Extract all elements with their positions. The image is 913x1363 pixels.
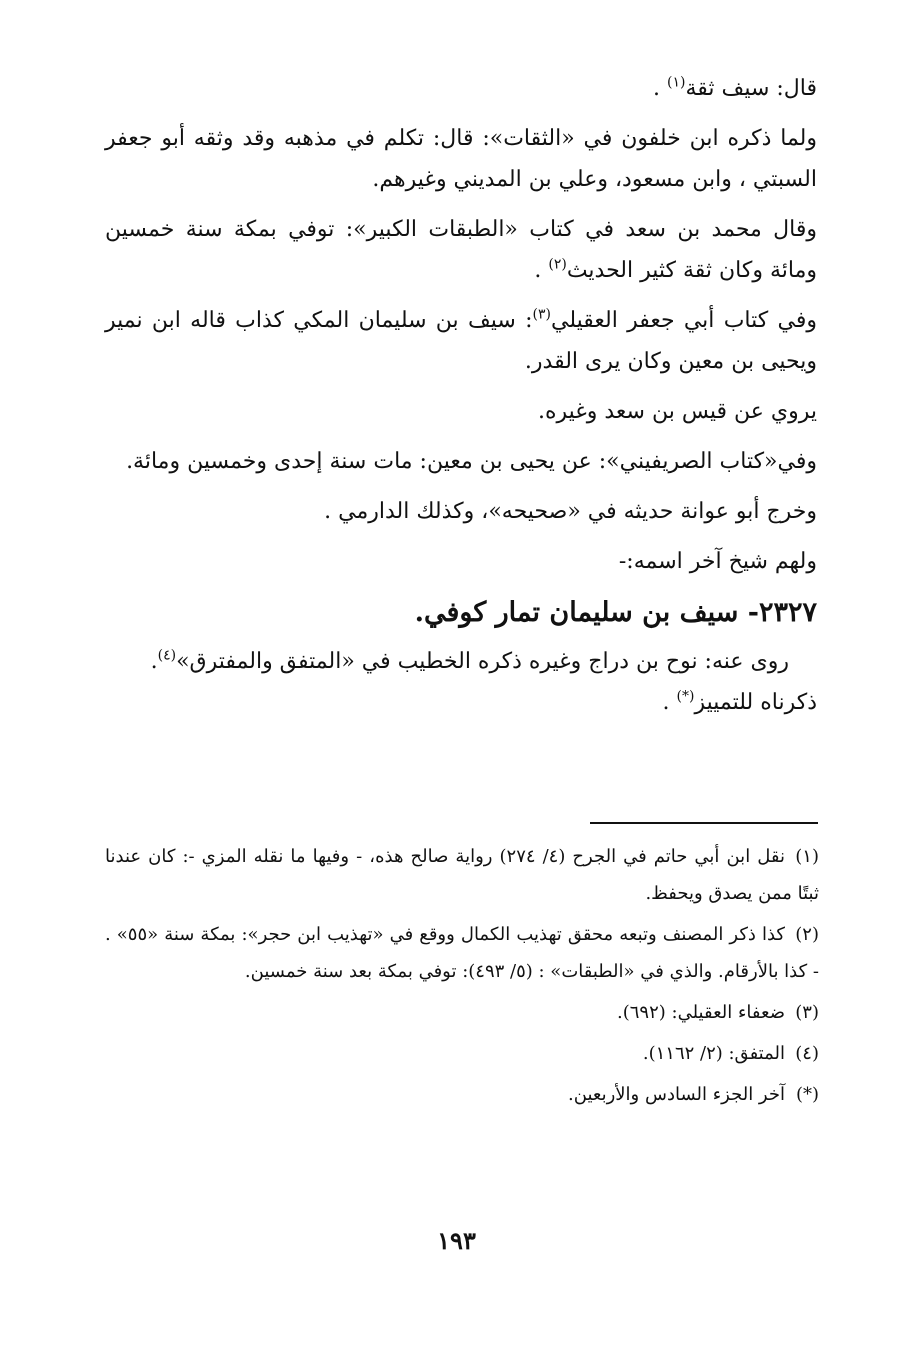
entry-paragraph-2 — [105, 682, 817, 723]
entry-paragraph-1-after: . — [150, 649, 158, 674]
footnote-1 — [105, 838, 819, 912]
paragraph-7-text: وخرج أبو عوانة حديثه في «صحيحه»، وكذلك الدارمي . — [324, 499, 817, 524]
paragraph-8 — [105, 541, 817, 582]
entry-heading: ٢٣٢٧- سيف بن سليمان تمار كوفي. — [414, 597, 817, 628]
footnote-3-text: ضعفاء العقيلي: (٦٩٢). — [617, 1002, 785, 1023]
footnote-star-text: آخر الجزء السادس والأربعين. — [568, 1084, 785, 1105]
paragraph-1-after: . — [653, 76, 668, 101]
footnote-star — [105, 1076, 819, 1113]
paragraph-3-text: وقال محمد بن سعد في كتاب «الطبقات الكبير»: توفي بمكة سنة خمسين ومائة وكان ثقة كثير الحديث — [105, 217, 817, 283]
paragraph-3 — [105, 209, 817, 291]
entry-paragraph-1-text: روى عنه: نوح بن دراج وغيره ذكره الخطيب في «المتفق والمفترق» — [176, 649, 789, 674]
footnote-star-number: (*) — [795, 1084, 819, 1105]
footnote-separator — [590, 822, 818, 824]
footnotes — [105, 838, 819, 1117]
footnote-4-number: (٤) — [795, 1043, 819, 1064]
footnote-ref-1[interactable]: (١) — [667, 74, 686, 91]
paragraph-1-text: قال: سيف ثقة — [685, 76, 817, 101]
page-number: ١٩٣ — [437, 1226, 476, 1255]
paragraph-4-after: : سيف بن سليمان المكي كذاب قاله ابن نمير ويحيى بن معين وكان يرى القدر. — [105, 308, 817, 374]
footnote-2-number: (٢) — [795, 924, 819, 945]
footnote-ref-4[interactable]: (٤) — [157, 647, 177, 664]
footnote-4-text: المتفق: (٢/ ١١٦٢). — [642, 1043, 785, 1064]
paragraph-5 — [105, 391, 817, 432]
entry-paragraph-2-after: . — [662, 690, 677, 715]
footnote-1-number: (١) — [795, 846, 819, 867]
footnote-ref-3[interactable]: (٣) — [532, 306, 551, 323]
footnote-3-number: (٣) — [795, 1002, 819, 1023]
paragraph-4-text: وفي كتاب أبي جعفر العقيلي — [550, 308, 817, 333]
paragraph-3-after: . — [534, 258, 549, 283]
paragraph-4 — [105, 300, 817, 382]
paragraph-1 — [105, 68, 817, 109]
footnote-ref-star[interactable]: (*) — [676, 688, 695, 705]
paragraph-6-text: وفي«كتاب الصريفيني»: عن يحيى بن معين: مات سنة إحدى وخمسين ومائة. — [126, 449, 817, 474]
paragraph-6 — [105, 441, 817, 482]
entry-paragraph-2-text: ذكرناه للتمييز — [694, 690, 817, 715]
footnote-4 — [105, 1035, 819, 1072]
main-text — [105, 68, 817, 732]
footnote-2-text: كذا ذكر المصنف وتبعه محقق تهذيب الكمال ووقع في «تهذيب ابن حجر»: بمكة سنة «٥٥» . - كذا بالأرقام. والذي في «الطبقات» : (٥/ ٤٩٣): توفي بمكة بعد سنة خمسين. — [105, 924, 819, 982]
paragraph-2-text: ولما ذكره ابن خلفون في «الثقات»: قال: تكلم في مذهبه وقد وثقه أبو جعفر السبتي ، وابن مسعود، وعلي بن المديني وغيرهم. — [105, 126, 817, 192]
footnote-ref-2[interactable]: (٢) — [548, 256, 567, 273]
paragraph-5-text: يروي عن قيس بن سعد وغيره. — [537, 399, 817, 424]
footnote-2 — [105, 916, 819, 990]
paragraph-7 — [105, 491, 817, 532]
footnote-3 — [105, 994, 819, 1031]
footnote-1-text: نقل ابن أبي حاتم في الجرح (٤/ ٢٧٤) رواية صالح هذه، - وفيها ما نقله المزي -: كان عندنا ثبتًا ممن يصدق ويحفظ. — [105, 846, 819, 904]
entry-paragraph-1 — [105, 641, 817, 682]
paragraph-8-text: ولهم شيخ آخر اسمه:- — [618, 549, 817, 574]
paragraph-2 — [105, 118, 817, 200]
